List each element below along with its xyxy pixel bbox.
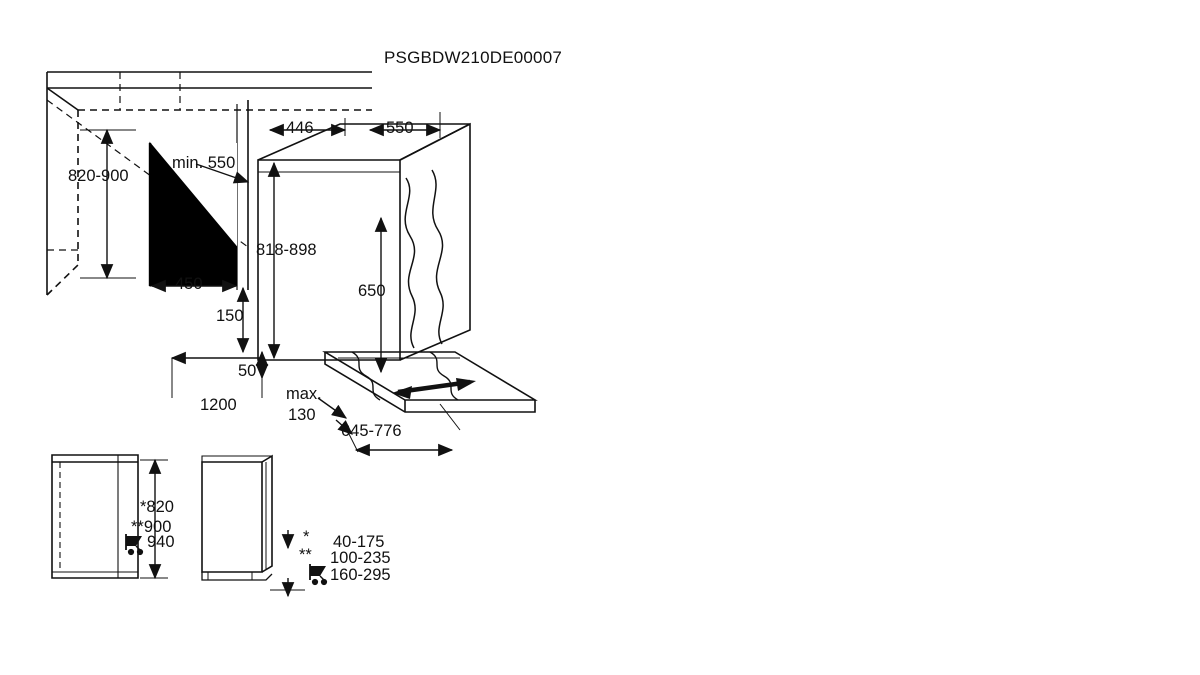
drawing-title: PSGBDW210DE00007 bbox=[384, 48, 563, 67]
dim-top-depth-1: 446 bbox=[286, 119, 314, 137]
dim-door-height: 650 bbox=[358, 282, 386, 300]
dim-star-mark: * bbox=[303, 528, 310, 546]
dim-starstar-900: **900 bbox=[131, 518, 172, 536]
dim-cart-940: 940 bbox=[147, 533, 175, 551]
dim-niche-width: 450 bbox=[175, 275, 203, 293]
dim-max-label: max. bbox=[286, 385, 322, 403]
dim-foot-clearance: 50 bbox=[238, 362, 257, 380]
dim-cart-range: 160-295 bbox=[330, 566, 391, 584]
bottom-right-appliance-view bbox=[202, 456, 272, 580]
dim-star-range: 40-175 bbox=[333, 533, 385, 551]
trolley-icon-right-glyph bbox=[310, 564, 326, 584]
trolley-icon-left-glyph bbox=[126, 534, 142, 554]
dim-service-length: 1200 bbox=[200, 396, 237, 414]
dim-appliance-height: 818-898 bbox=[256, 241, 317, 259]
dim-top-depth-2: 550 bbox=[386, 119, 414, 137]
dim-cabinet-height: 820-900 bbox=[68, 167, 129, 185]
dim-star-820: *820 bbox=[140, 498, 174, 516]
dim-max-value: 130 bbox=[288, 406, 316, 424]
open-door-panel bbox=[325, 352, 535, 412]
dim-plinth-height: 150 bbox=[216, 307, 244, 325]
door-depth-double-arrow bbox=[392, 378, 476, 399]
bottom-left-side-view bbox=[52, 455, 138, 578]
dim-door-open-depth: 645-776 bbox=[341, 422, 402, 440]
dim-starstar-mark: ** bbox=[299, 546, 312, 564]
dim-min-depth: min. 550 bbox=[172, 154, 236, 172]
dimension-lines bbox=[80, 112, 460, 452]
dim-starstar-range: 100-235 bbox=[330, 549, 391, 567]
